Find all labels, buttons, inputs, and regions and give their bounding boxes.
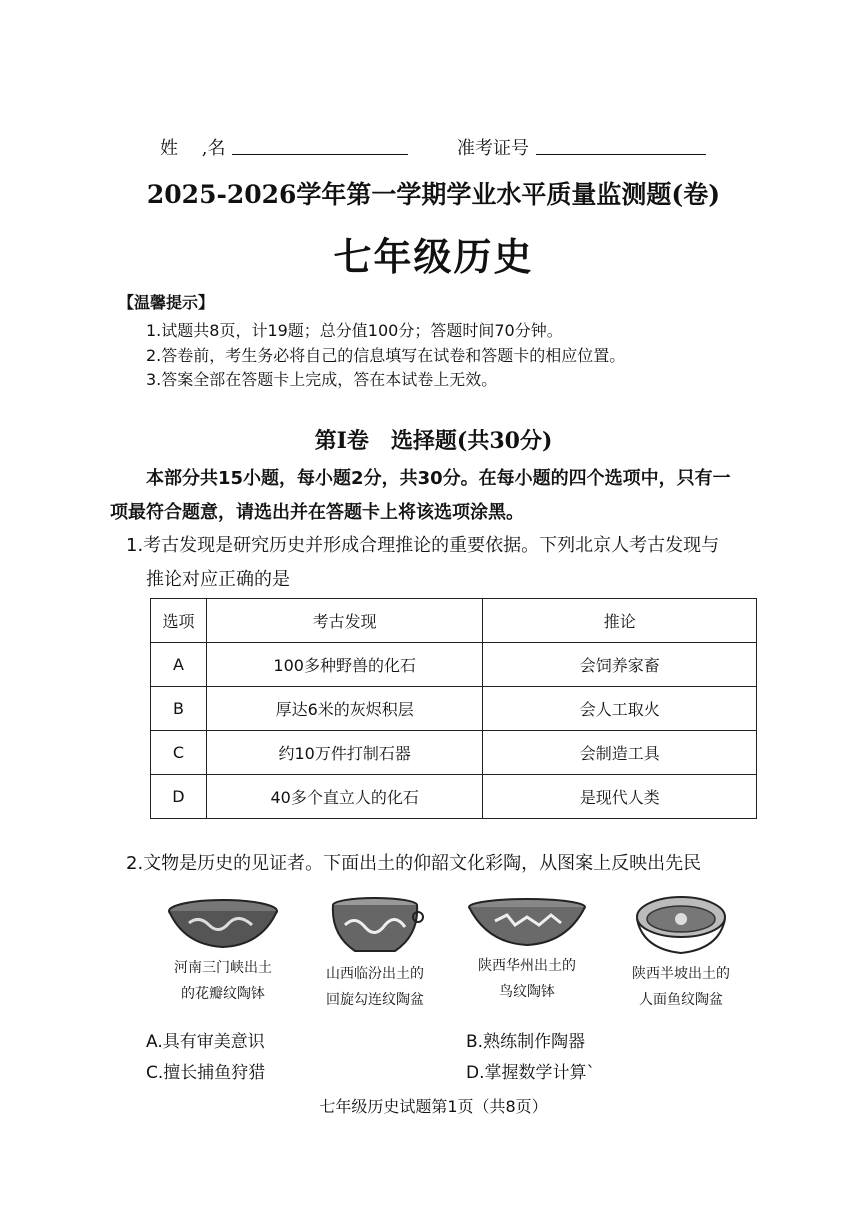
pottery-bowl-icon: [164, 895, 282, 951]
figure-caption-line1: 山西临汾出土的: [326, 966, 424, 982]
tip-item-2: 2.答卷前，考生务必将自己的信息填写在试卷和答题卡的相应位置。: [146, 346, 626, 365]
q1-table: [150, 598, 757, 819]
table-cell: A: [151, 643, 207, 687]
page-footer: 七年级历史试题第1页（共8页）: [319, 1097, 548, 1116]
name-label: 姓 ,名: [160, 138, 226, 159]
tip-item-3: 3.答案全部在答题卡上完成，答在本试卷上无效。: [146, 370, 498, 389]
q1-stem-line2: 推论对应正确的是: [146, 569, 290, 590]
artifact-figure-2: [300, 895, 450, 1013]
table-cell: 会制造工具: [483, 731, 757, 775]
figure-caption-line1: 陕西华州出土的: [478, 958, 576, 974]
table-cell: 40多个直立人的化石: [206, 775, 483, 819]
table-cell: 100多种野兽的化石: [206, 643, 483, 687]
figure-caption-line2: 人面鱼纹陶盆: [639, 992, 723, 1008]
section-title: 第Ⅰ卷 选择题(共30分): [314, 428, 553, 454]
table-row: [151, 775, 757, 819]
q2-option-b[interactable]: B.熟练制作陶器: [466, 1032, 586, 1052]
figure-caption-line1: 陕西半坡出土的: [632, 966, 730, 982]
name-field[interactable]: [232, 136, 408, 155]
section-intro-line1: 本部分共15小题，每小题2分，共30分。在每小题的四个选项中，只有一: [146, 468, 731, 489]
table-row: [151, 687, 757, 731]
table-cell: 会饲养家畜: [483, 643, 757, 687]
table-header-cell: 推论: [483, 599, 757, 643]
table-header-cell: 考古发现: [206, 599, 483, 643]
table-cell: 约10万件打制石器: [206, 731, 483, 775]
exam-id-label: 准考证号: [457, 138, 529, 159]
artifact-figure-3: [452, 895, 602, 1005]
tips-heading: 【温馨提示】: [118, 293, 215, 312]
table-cell: B: [151, 687, 207, 731]
exam-title: 2025-2026学年第一学期学业水平质量监测题(卷): [146, 180, 721, 209]
pottery-bowl-icon: [465, 895, 589, 949]
table-cell: 会人工取火: [483, 687, 757, 731]
table-row: [151, 643, 757, 687]
exam-id-field[interactable]: [536, 136, 706, 155]
figure-caption-line2: 的花瓣纹陶钵: [181, 986, 265, 1002]
artifact-figure-4: [606, 895, 756, 1013]
section-intro-line2: 项最符合题意，请选出并在答题卡上将该选项涂黑。: [110, 502, 524, 523]
table-cell: C: [151, 731, 207, 775]
q2-option-a[interactable]: A.具有审美意识: [146, 1032, 265, 1052]
table-cell: D: [151, 775, 207, 819]
pottery-basin-icon: [631, 895, 731, 957]
figure-caption-line2: 回旋勾连纹陶盆: [326, 992, 424, 1008]
q2-stem: 2.文物是历史的见证者。下面出土的仰韶文化彩陶，从图案上反映出先民: [126, 853, 702, 874]
subject-title: 七年级历史: [333, 234, 534, 279]
table-row: [151, 731, 757, 775]
table-cell: 是现代人类: [483, 775, 757, 819]
q2-option-c[interactable]: C.擅长捕鱼狩猎: [146, 1063, 266, 1083]
artifact-figure-1: [148, 895, 298, 1007]
table-header-row: [151, 599, 757, 643]
figure-caption-line2: 鸟纹陶钵: [499, 984, 555, 1000]
pottery-basin-icon: [325, 895, 425, 957]
q1-stem-line1: 1.考古发现是研究历史并形成合理推论的重要依据。下列北京人考古发现与: [126, 535, 720, 556]
table-cell: 厚达6米的灰烬积层: [206, 687, 483, 731]
tip-item-1: 1.试题共8页，计19题；总分值100分；答题时间70分钟。: [146, 321, 563, 340]
q2-option-d[interactable]: D.掌握数学计算`: [466, 1063, 595, 1083]
figure-caption-line1: 河南三门峡出土: [174, 960, 272, 976]
table-header-cell: 选项: [151, 599, 207, 643]
